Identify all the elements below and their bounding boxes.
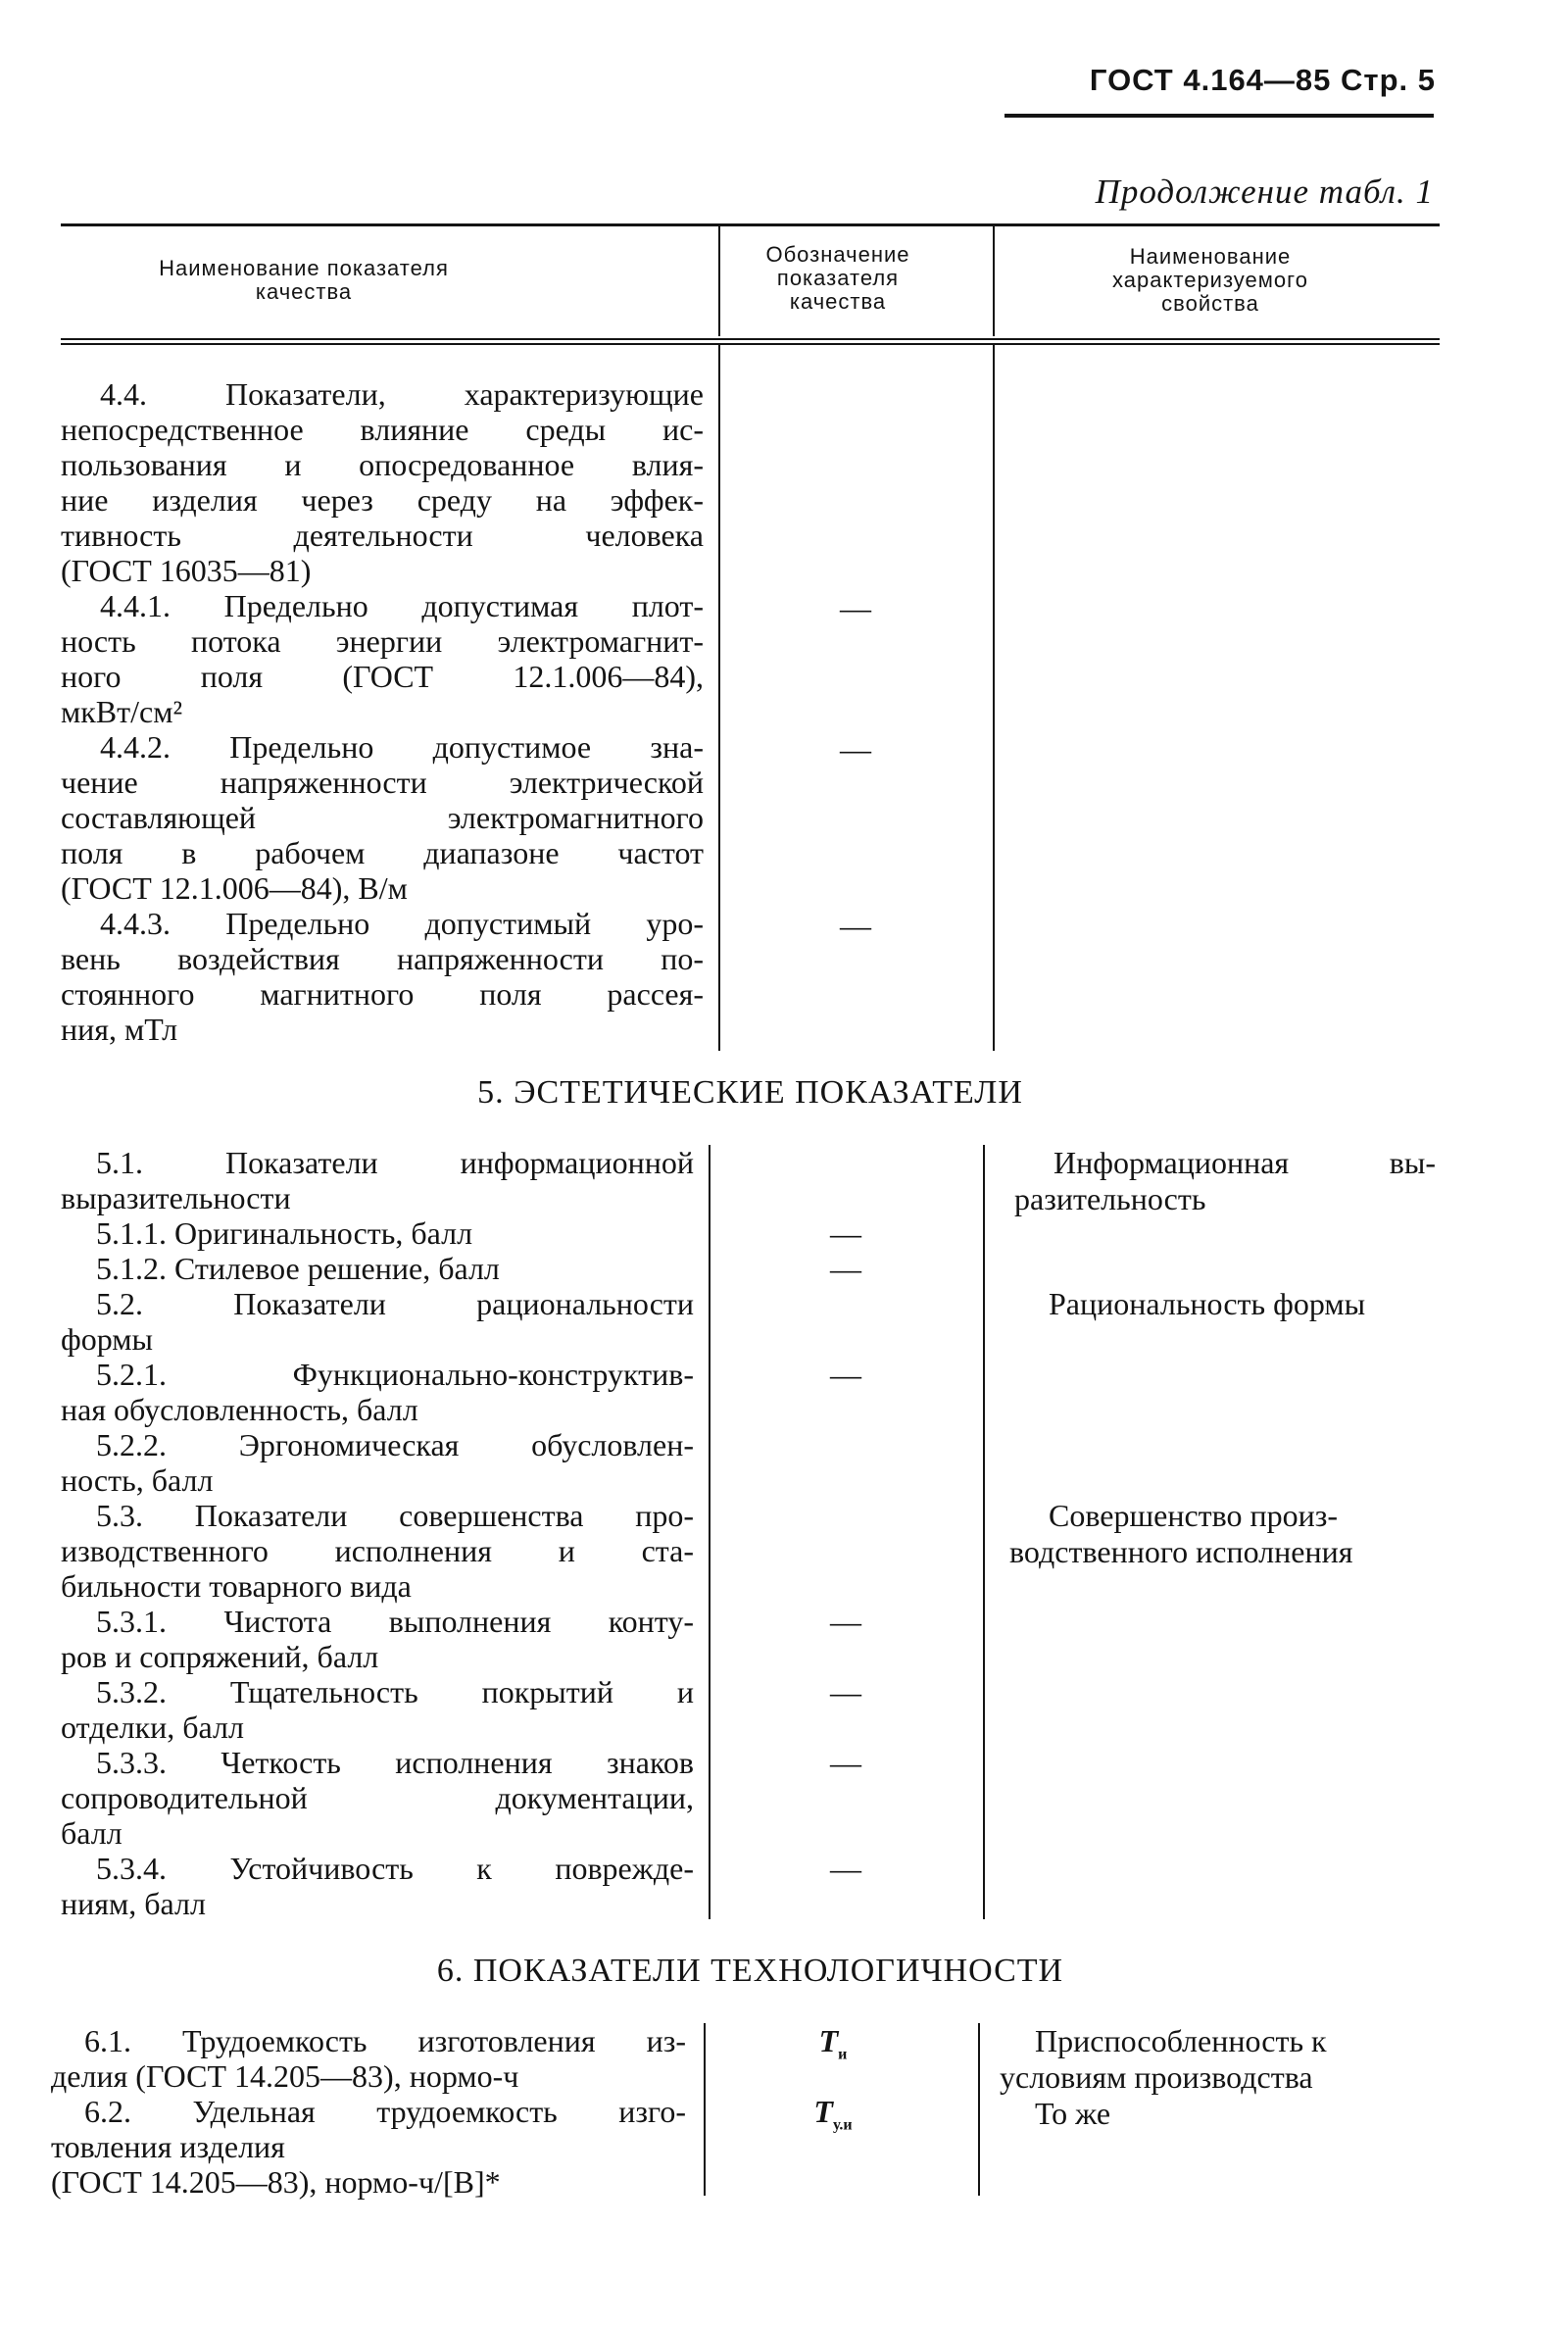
text-line: 4.4.3. Предельно допустимый уро- <box>100 906 704 941</box>
text-line: 4.4. Показатели, характеризующие <box>100 376 704 412</box>
section5-col1 <box>61 1145 694 1921</box>
text-line: изводственного исполнения и ста- <box>61 1533 694 1568</box>
text-line: поля в рабочем диапазоне частот <box>61 835 704 870</box>
text-line: сопроводительной документации, <box>61 1780 694 1815</box>
text-line: делия (ГОСТ 14.205—83), нормо-ч <box>51 2058 519 2094</box>
page-header: ГОСТ 4.164—85 Стр. 5 <box>1089 63 1436 97</box>
row-5-1-1 <box>61 1215 694 1251</box>
property-line: Информационная вы- <box>1054 1145 1436 1180</box>
row-5-3 <box>61 1498 694 1604</box>
text-line: 5.2. Показатели рациональности <box>96 1286 694 1321</box>
text-line: 5.1.1. Оригинальность, балл <box>96 1215 473 1251</box>
column-header-designation: Обозначение показателя качества <box>765 242 910 314</box>
property-line: Совершенство произ- <box>1049 1498 1339 1533</box>
row-5-2-2 <box>61 1427 694 1498</box>
designation-4-4-1: — <box>840 590 871 625</box>
property-line: Приспособленность к <box>1035 2023 1327 2058</box>
designation-5-2-1: — <box>830 1357 861 1392</box>
row-5-3-3 <box>61 1745 694 1851</box>
text-line: 5.3.3. Четкость исполнения знаков <box>96 1745 694 1780</box>
text-line: бильности товарного вида <box>61 1568 412 1604</box>
designation-6-1 <box>774 2023 892 2063</box>
text-line: 6.1. Трудоемкость изготовления из- <box>84 2023 686 2058</box>
symbol-subscript: и <box>838 2046 848 2063</box>
row-4-4-1 <box>61 588 704 729</box>
text-line: составляющей электромагнитного <box>61 800 704 835</box>
text-line: 5.3.4. Устойчивость к поврежде- <box>96 1851 694 1886</box>
section6-title: 6. ПОКАЗАТЕЛИ ТЕХНОЛОГИЧНОСТИ <box>436 1953 1064 1989</box>
designation-5-1-2: — <box>830 1251 861 1286</box>
text-line: ного поля (ГОСТ 12.1.006—84), <box>61 659 704 694</box>
text-line: (ГОСТ 12.1.006—84), В/м <box>61 870 408 906</box>
property-line: разительность <box>1014 1181 1206 1216</box>
section6-col-divider-2 <box>978 2023 980 2196</box>
row-5-2-1 <box>61 1357 694 1427</box>
text-line: 5.2.1. Функционально-конструктив- <box>96 1357 694 1392</box>
symbol-letter: Т <box>818 2023 839 2058</box>
symbol-letter: Т <box>813 2094 833 2129</box>
property-6-2: То же <box>1035 2096 1111 2131</box>
row-5-1-2 <box>61 1251 694 1286</box>
section5-col-divider-2 <box>983 1145 985 1919</box>
text-line: вень воздействия напряженности по- <box>61 941 704 976</box>
property-5-1 <box>1014 1145 1436 1217</box>
property-6-1 <box>1000 2023 1441 2096</box>
text-line: балл <box>61 1815 122 1851</box>
row-4-4 <box>61 376 704 588</box>
text-line: отделки, балл <box>61 1709 244 1745</box>
designation-5-3-2: — <box>830 1674 861 1709</box>
column-header-name: Наименование показателя качества <box>159 256 449 304</box>
text-line: непосредственное влияние среды ис- <box>61 412 704 447</box>
text-line: пользования и опосредованное влия- <box>61 447 704 482</box>
row-5-3-4 <box>61 1851 694 1921</box>
text-line: ность потока энергии электромагнит- <box>61 623 704 659</box>
table-header-bottom-rule <box>61 338 1440 340</box>
section5-col-divider-1 <box>709 1145 710 1919</box>
property-5-3 <box>1009 1498 1441 1570</box>
designation-6-2 <box>774 2094 892 2134</box>
text-line: ность, балл <box>61 1462 214 1498</box>
text-line: чение напряженности электрической <box>61 765 704 800</box>
row-5-3-1 <box>61 1604 694 1674</box>
text-line: 4.4.1. Предельно допустимая плот- <box>100 588 704 623</box>
text-line: 5.3. Показатели совершенства про- <box>96 1498 694 1533</box>
text-line: (ГОСТ 14.205—83), нормо-ч/[В]* <box>51 2164 501 2200</box>
row-5-2 <box>61 1286 694 1357</box>
header-col-divider-2 <box>993 225 995 336</box>
text-line: 5.1. Показатели информационной <box>96 1145 694 1180</box>
property-line: водственного исполнения <box>1009 1534 1353 1569</box>
row-5-1 <box>61 1145 694 1215</box>
designation-5-3-1: — <box>830 1604 861 1639</box>
symbol-subscript: у.и <box>832 2116 853 2134</box>
designation-4-4-2: — <box>840 731 871 767</box>
text-line: товления изделия <box>51 2129 285 2164</box>
designation-4-4-3: — <box>840 908 871 943</box>
section6-col1 <box>51 2023 686 2200</box>
text-line: 5.2.2. Эргономическая обусловлен- <box>96 1427 694 1462</box>
header-rule <box>1004 114 1434 118</box>
text-line: тивность деятельности человека <box>61 518 704 553</box>
section6-col-divider-1 <box>704 2023 706 2196</box>
designation-5-3-4: — <box>830 1851 861 1886</box>
table-continuation-label: Продолжение табл. 1 <box>1095 173 1434 211</box>
row-6-2 <box>51 2094 686 2200</box>
text-line: 4.4.2. Предельно допустимое зна- <box>100 729 704 765</box>
row-6-1 <box>51 2023 686 2094</box>
text-line: ниям, балл <box>61 1886 206 1921</box>
text-line: ния, мТл <box>61 1012 178 1047</box>
section4-col-divider-2 <box>993 345 995 1051</box>
text-line: 6.2. Удельная трудоемкость изго- <box>84 2094 686 2129</box>
row-4-4-2 <box>61 729 704 906</box>
text-line: (ГОСТ 16035—81) <box>61 553 312 588</box>
text-line: ров и сопряжений, балл <box>61 1639 379 1674</box>
text-line: стоянного магнитного поля рассея- <box>61 976 704 1012</box>
section4-col1 <box>61 376 704 1047</box>
section4-col-divider-1 <box>718 345 720 1051</box>
text-line: ние изделия через среду на эффек- <box>61 482 704 518</box>
text-line: 5.3.1. Чистота выполнения конту- <box>96 1604 694 1639</box>
row-4-4-3 <box>61 906 704 1047</box>
text-line: 5.1.2. Стилевое решение, балл <box>96 1251 500 1286</box>
text-line: формы <box>61 1321 153 1357</box>
row-5-3-2 <box>61 1674 694 1745</box>
text-line: выразительности <box>61 1180 291 1215</box>
column-header-property: Наименование характеризуемого свойства <box>1112 244 1308 316</box>
property-5-2: Рациональность формы <box>1049 1286 1366 1321</box>
designation-5-3-3: — <box>830 1745 861 1780</box>
text-line: мкВт/см² <box>61 694 183 729</box>
property-line: условиям производства <box>1000 2059 1313 2095</box>
header-col-divider-1 <box>718 225 720 336</box>
table-header-bottom-rule-2 <box>61 343 1440 345</box>
text-line: ная обусловленность, балл <box>61 1392 418 1427</box>
table-top-rule <box>61 223 1440 226</box>
text-line: 5.3.2. Тщательность покрытий и <box>96 1674 694 1709</box>
designation-5-1-1: — <box>830 1215 861 1251</box>
section5-title: 5. ЭСТЕТИЧЕСКИЕ ПОКАЗАТЕЛИ <box>477 1074 1023 1111</box>
